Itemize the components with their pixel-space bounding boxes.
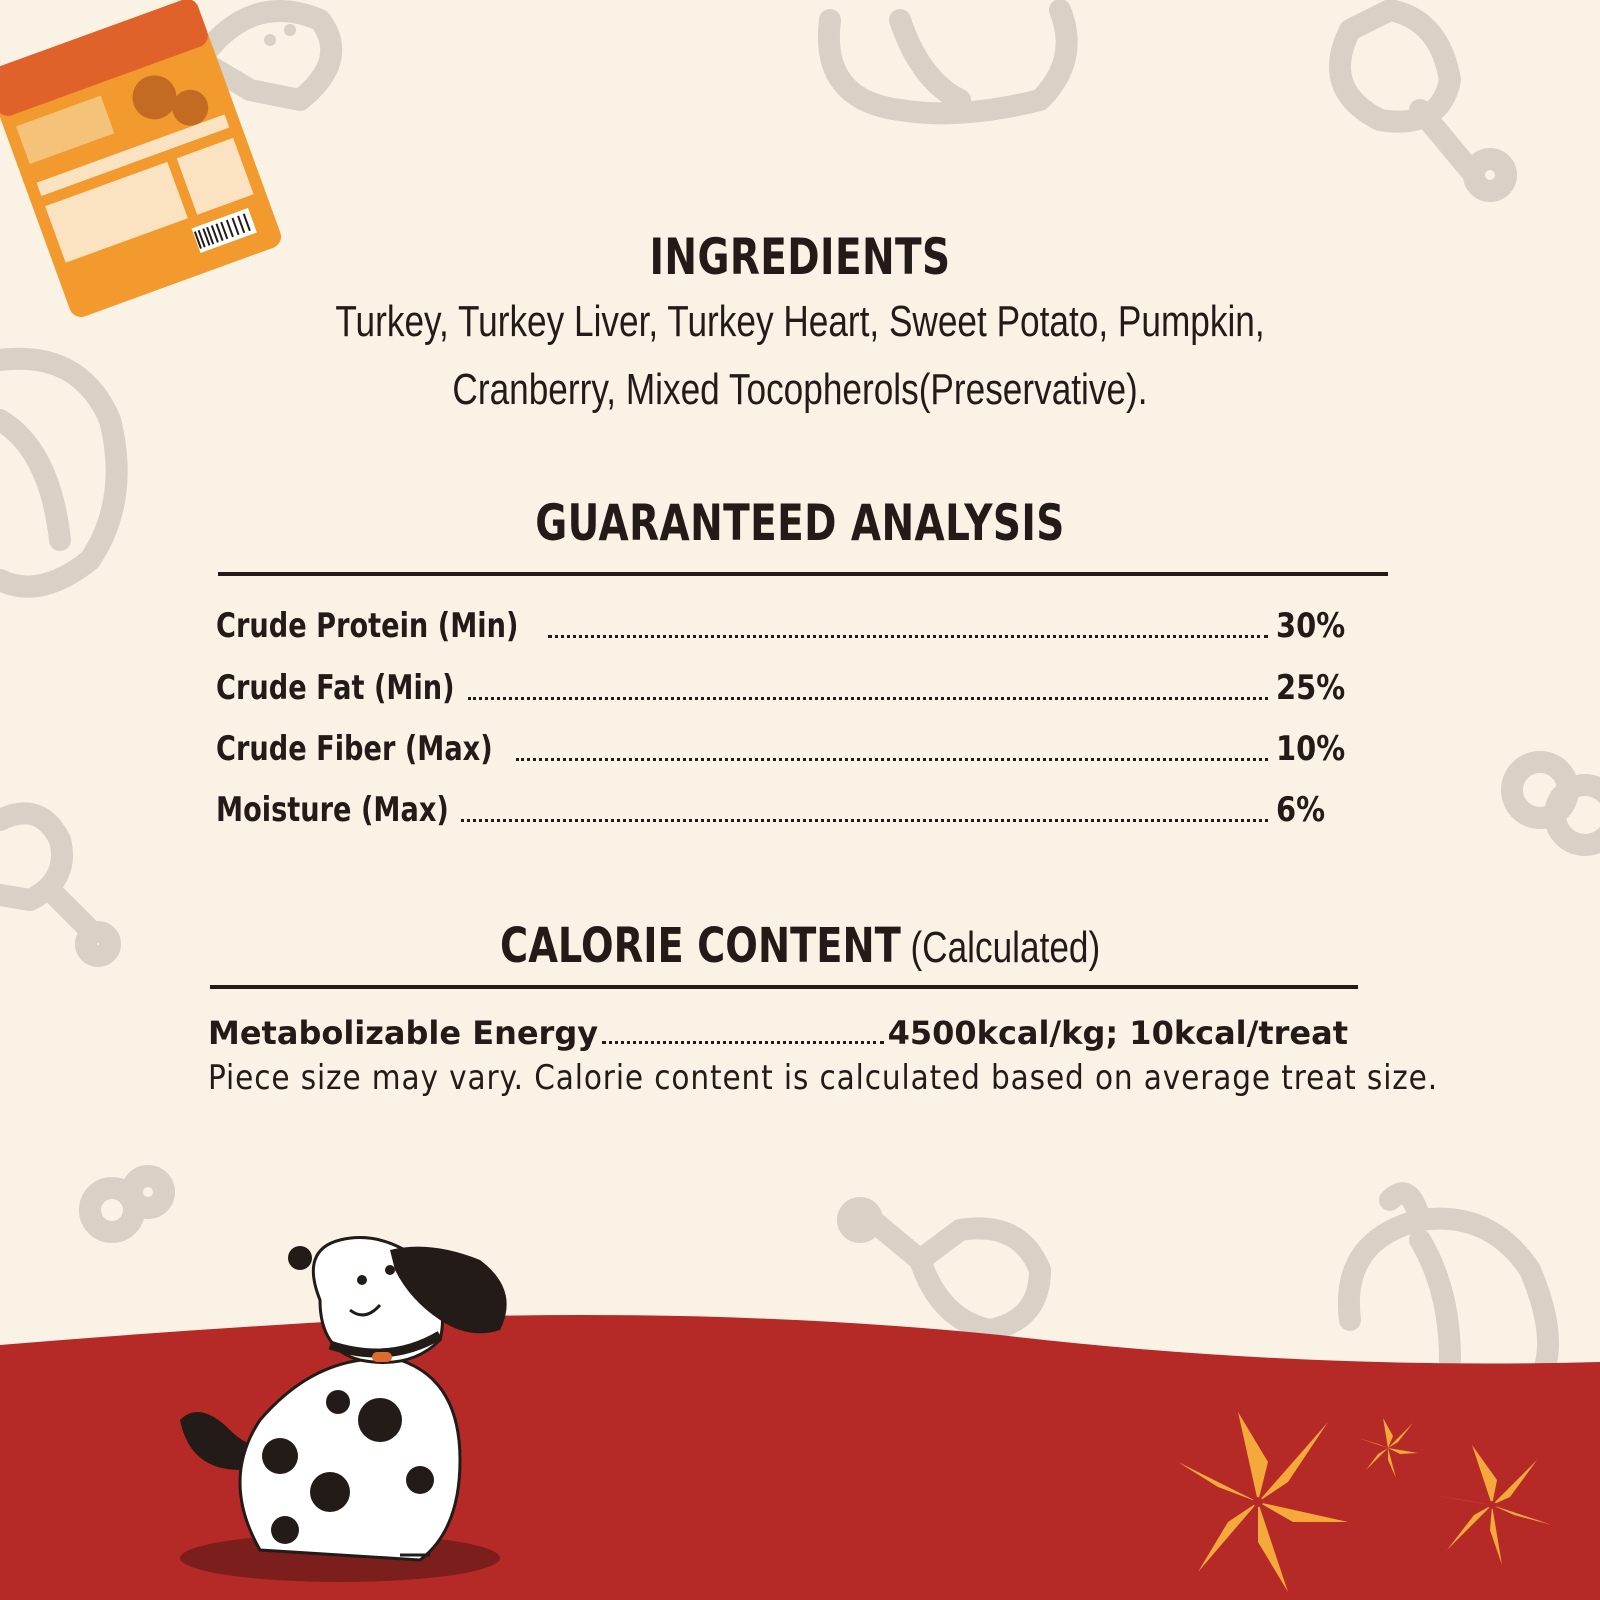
- dot-leader: [602, 1039, 884, 1044]
- analysis-value: 30%: [1276, 606, 1346, 646]
- dot-leader: [516, 756, 1268, 761]
- analysis-label: Crude Fiber (Max): [216, 729, 493, 769]
- analysis-value: 25%: [1276, 668, 1346, 708]
- dot-leader: [461, 817, 1268, 822]
- drumstick-icon: [848, 1208, 1040, 1330]
- analysis-label: Crude Protein (Min): [216, 606, 519, 646]
- analysis-label: Moisture (Max): [216, 790, 449, 830]
- drumstick-icon: [1340, 10, 1506, 191]
- analysis-label: Crude Fat (Min): [216, 668, 455, 708]
- analysis-row: [216, 786, 1366, 830]
- dot-leader: [548, 633, 1268, 638]
- analysis-row: [216, 602, 1366, 646]
- calorie-note: Piece size may vary. Calorie content is calculated based on average treat size.: [208, 1058, 1439, 1098]
- pumpkin-icon: [1349, 1193, 1548, 1380]
- pumpkin-icon: [0, 359, 117, 587]
- calorie-title: CALORIE CONTENT: [499, 918, 901, 974]
- analysis-value: 6%: [1276, 790, 1326, 830]
- metabolizable-label: Metabolizable Energy: [208, 1014, 599, 1052]
- guaranteed-analysis-heading: GUARANTEED ANALYSIS: [535, 494, 1065, 552]
- pumpkin-icon: [829, 10, 1067, 113]
- calorie-subtitle: (Calculated): [910, 923, 1101, 972]
- metabolizable-value: 4500kcal/kg; 10kcal/treat: [887, 1014, 1348, 1052]
- ingredients-heading: INGREDIENTS: [649, 228, 951, 286]
- dot-leader: [468, 695, 1268, 700]
- ingredients-text: Turkey, Turkey Liver, Turkey Heart, Sweet Potato, Pumpkin, Cranberry, Mixed Tocopherols(Preservative).: [335, 297, 1265, 414]
- cranberry-icon: [1512, 762, 1600, 845]
- calorie-content-heading: [0, 918, 1600, 974]
- analysis-row: [216, 664, 1366, 708]
- divider: [218, 572, 1388, 576]
- cranberry-icon: [90, 1176, 164, 1232]
- metabolizable-energy-row: [208, 1008, 1348, 1052]
- divider: [210, 985, 1358, 989]
- analysis-row: [216, 725, 1366, 769]
- analysis-value: 10%: [1276, 729, 1346, 769]
